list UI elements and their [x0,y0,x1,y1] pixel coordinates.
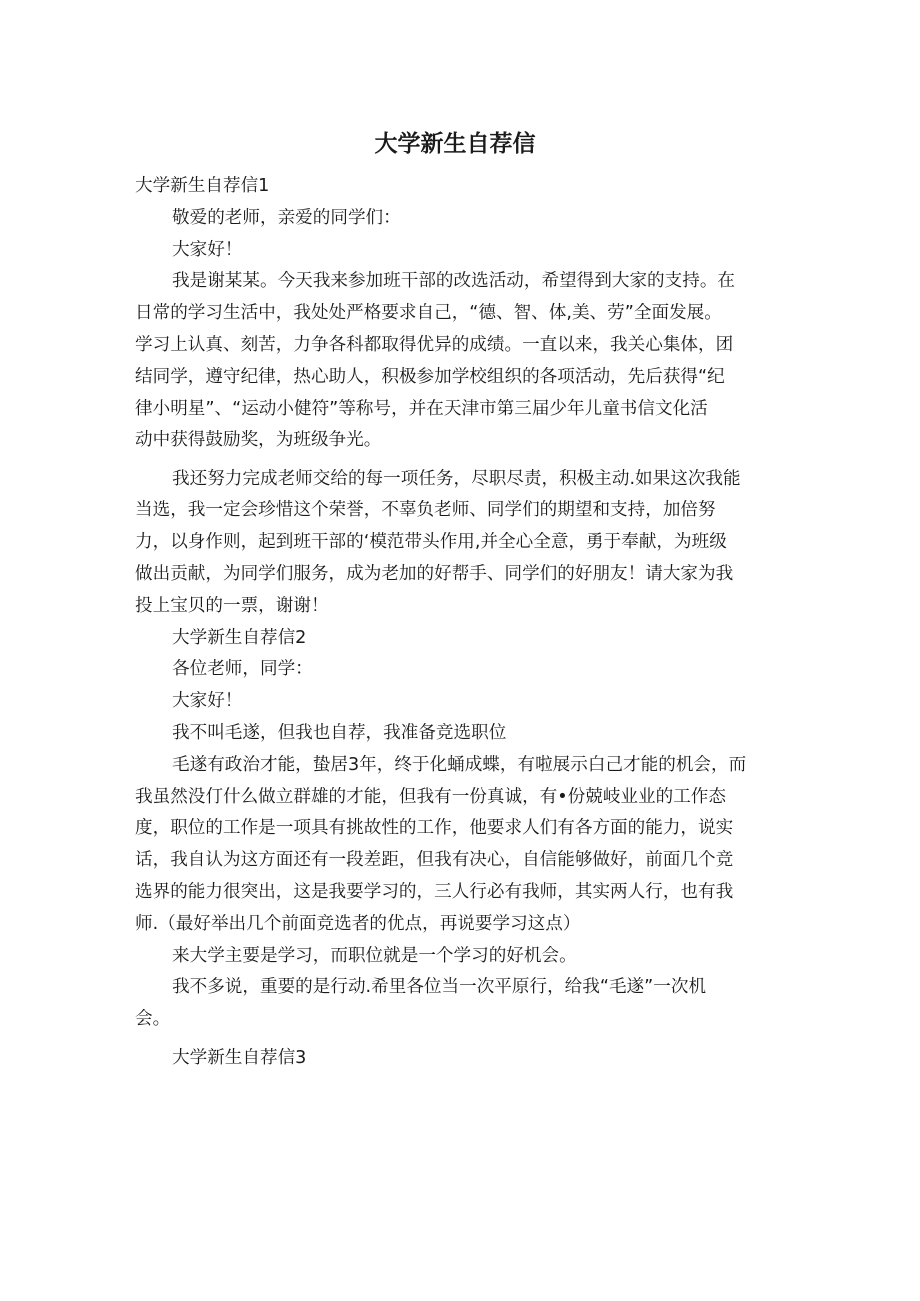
paragraph-line: 我虽然没仃什么做立群雄的才能，但我有一份真诚，有•份兢岐业业的工作态 [135,786,726,807]
paragraph-line: 我还努力完成老师交给的每一项任务，尽职尽责，积极主动.如果这次我能 [172,468,741,489]
letter2-greeting: 各位老师，同学： [172,659,313,680]
paragraph-line: 度，职位的工作是一项具有挑故性的工作，他要求人们有各方面的能力，说实 [135,818,734,839]
letter1-paragraph-1 [135,266,783,457]
paragraph-line: 学习上认真、刻苦，力争各科都取得优异的成绩。一直以来，我关心集体，团 [135,334,734,355]
letter1-paragraph-2 [135,464,783,623]
paragraph-line: 会。 [135,1009,171,1030]
letter2-paragraph-3: 来大学主要是学习，而职位就是一个学习的好机会。 [172,945,577,966]
document-body [135,171,783,1074]
letter3-heading: 大学新生自荐信3 [172,1047,307,1068]
paragraph-line: 投上宝贝的一票，谢谢！ [135,595,329,616]
paragraph-line: 我不多说，重要的是行动.希里各位当一次平原行，给我“毛遂”一次机 [172,977,707,998]
paragraph-line: 我是谢某某。今天我来参加班干部的改选活动，希望得到大家的支持。在 [172,271,736,292]
paragraph-line: 日常的学习生活中，我处处严格要求自己，“德、智、体,美、劳”全面发展。 [135,303,722,324]
paragraph-line: 当选，我一定会珍惜这个荣誉，不辜负老师、同学们的期望和支持，加倍努 [135,500,716,521]
paragraph-line: 毛遂有政治才能，蛰居3年，终于化蛹成蝶，有啦展示白己才能的机会，而 [172,754,747,775]
paragraph-line: 动中获得鼓励奖，为班级争光。 [135,430,382,451]
letter1-hello: 大家好！ [172,239,243,260]
letter2-paragraph-4 [135,972,783,1036]
paragraph-line: 师.（最好举出几个前面竞选者的优点，再说要学习这点） [135,913,581,934]
letter2-paragraph-1: 我不叫毛遂，但我也自荐，我准备竞选职位 [172,723,507,744]
paragraph-line: 选界的能力很突出，这是我要学习的，三人行必有我师，其实两人行，也有我 [135,882,734,903]
paragraph-line: 律小明星”、“运动小健符”等称号，并在天津市第三届少年儿童书信文化活 [135,398,708,419]
letter1-greeting: 敬爱的老师，亲爱的同学们： [172,207,401,228]
letter2-paragraph-2 [135,750,783,941]
paragraph-line: 话，我自认为这方面还有一段差距，但我有决心，自信能够做好，前面几个竞 [135,850,734,871]
document-title: 大学新生自荐信 [374,131,536,157]
paragraph-line: 做出贡献，为同学们服务，成为老加的好帮手、同学们的好朋友！请大家为我 [135,564,734,585]
paragraph-line: 结同学，遵守纪律，热心助人，积极参加学校组织的各项活动，先后获得“纪 [135,366,725,387]
letter2-heading: 大学新生自荐信2 [172,627,307,648]
letter1-heading: 大学新生自荐信1 [135,176,270,196]
letter2-hello: 大家好！ [172,691,243,712]
paragraph-line: 力，以身作则，起到班干部的‘模范带头作用,并全心全意，勇于奉献，为班级 [135,532,727,553]
